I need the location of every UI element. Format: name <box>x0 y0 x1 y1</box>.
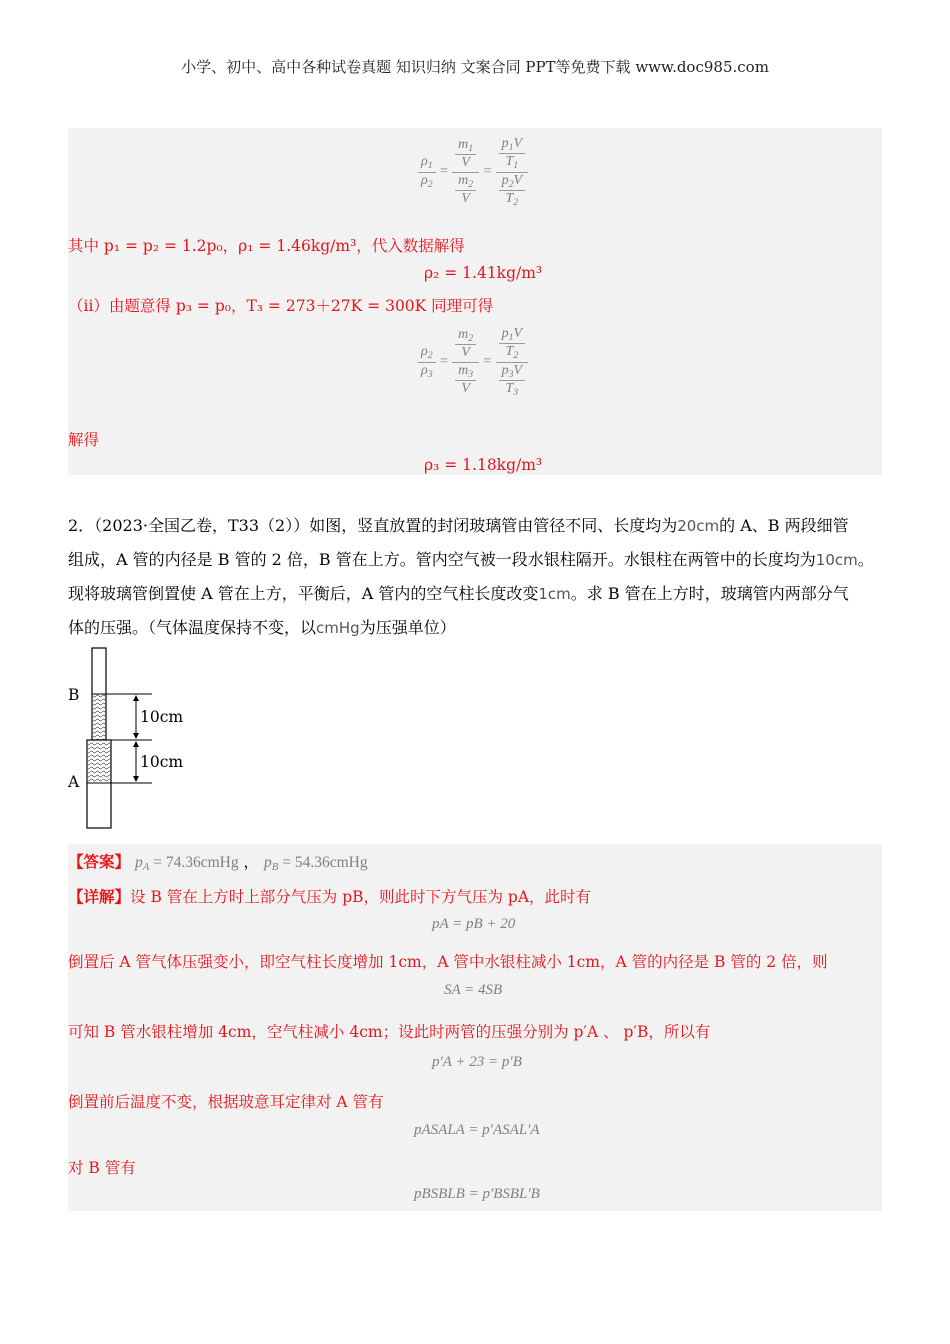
result-rho3: ρ₃ = 1.18kg/m³ <box>424 456 543 474</box>
equation-boyle-a: pASALA = p′ASAL′A <box>414 1122 540 1138</box>
equation-pa-pb: pA = pB + 20 <box>432 916 516 932</box>
question-line-1: 2．（2023·全国乙卷，T33（2））如图，竖直放置的封闭玻璃管由管径不同、长度均为20cm的 A、B 两段细管 <box>68 516 849 535</box>
part-ii-line: （ii）由题意得 p₃ = p₀，T₃ = 273＋27K = 300K 同理可得 <box>68 297 494 315</box>
detail-line-2: 倒置后 A 管气体压强变小，即空气柱长度增加 1cm，A 管中水银柱减小 1cm，A 管的内径是 B 管的 2 倍，则 <box>68 953 828 971</box>
equation-density-ratio-2: $\frac{\rho_2}{\rho_3}$ = $\frac{\frac{m_2}{V}}{\frac{m_3}{V}}$ = $\frac{\frac{p_1V}{T_2}}{\frac{p_3V}{T_3}}$ <box>418 326 528 398</box>
equation-boyle-b: pBSBLB = p′BSBL′B <box>414 1186 540 1202</box>
label-solve: 解得 <box>68 431 100 449</box>
label-b: B <box>68 686 80 704</box>
question-line-2: 组成，A 管的内径是 B 管的 2 倍，B 管在上方。管内空气被一段水银柱隔开。水银柱在两管中的长度均为10cm。 <box>68 550 874 569</box>
page-header: 小学、初中、高中各种试卷真题 知识归纳 文案合同 PPT等免费下载 www.doc985.com <box>181 58 769 76</box>
detail-line-1: 【详解】设 B 管在上方时上部分气压为 pB，则此时下方气压为 pA，此时有 <box>68 887 592 906</box>
mercury-a <box>88 741 110 783</box>
equation-area: SA = 4SB <box>444 982 503 998</box>
question-line-4: 体的压强。（气体温度保持不变，以cmHg为压强单位） <box>68 618 456 637</box>
detail-line-3: 可知 B 管水银柱增加 4cm，空气柱减小 4cm；设此时两管的压强分别为 p′A 、 p′B，所以有 <box>68 1023 711 1041</box>
detail-line-4: 倒置前后温度不变，根据玻意耳定律对 A 管有 <box>68 1093 384 1111</box>
label-a: A <box>68 773 80 791</box>
dimension-lower: 10cm <box>140 753 184 771</box>
question-line-3: 现将玻璃管倒置使 A 管在上方，平衡后，A 管内的空气柱长度改变1cm。求 B 管在上方时，玻璃管内两部分气 <box>68 584 849 603</box>
equation-density-ratio-1: $\frac{\rho_1}{\rho_2}$ = $\frac{\frac{m_1}{V}}{\frac{m_2}{V}}$ = $\frac{\frac{p_1V}{T_1}}{\frac{p_2V}{T_2}}$ <box>418 136 528 208</box>
glass-tube-figure <box>60 646 200 836</box>
given-values-line: 其中 p₁ = p₂ = 1.2p₀，ρ₁ = 1.46kg/m³，代入数据解得 <box>68 237 465 255</box>
equation-pressures-after: p′A + 23 = p′B <box>432 1054 522 1070</box>
mercury-b <box>93 694 105 740</box>
detail-line-5: 对 B 管有 <box>68 1159 136 1177</box>
dimension-upper: 10cm <box>140 708 184 726</box>
answer-line: 【答案】 $p_A$ = 74.36cmHg ， $p_B$ = 54.36cmHg <box>68 852 368 873</box>
result-rho2: ρ₂ = 1.41kg/m³ <box>424 264 543 282</box>
